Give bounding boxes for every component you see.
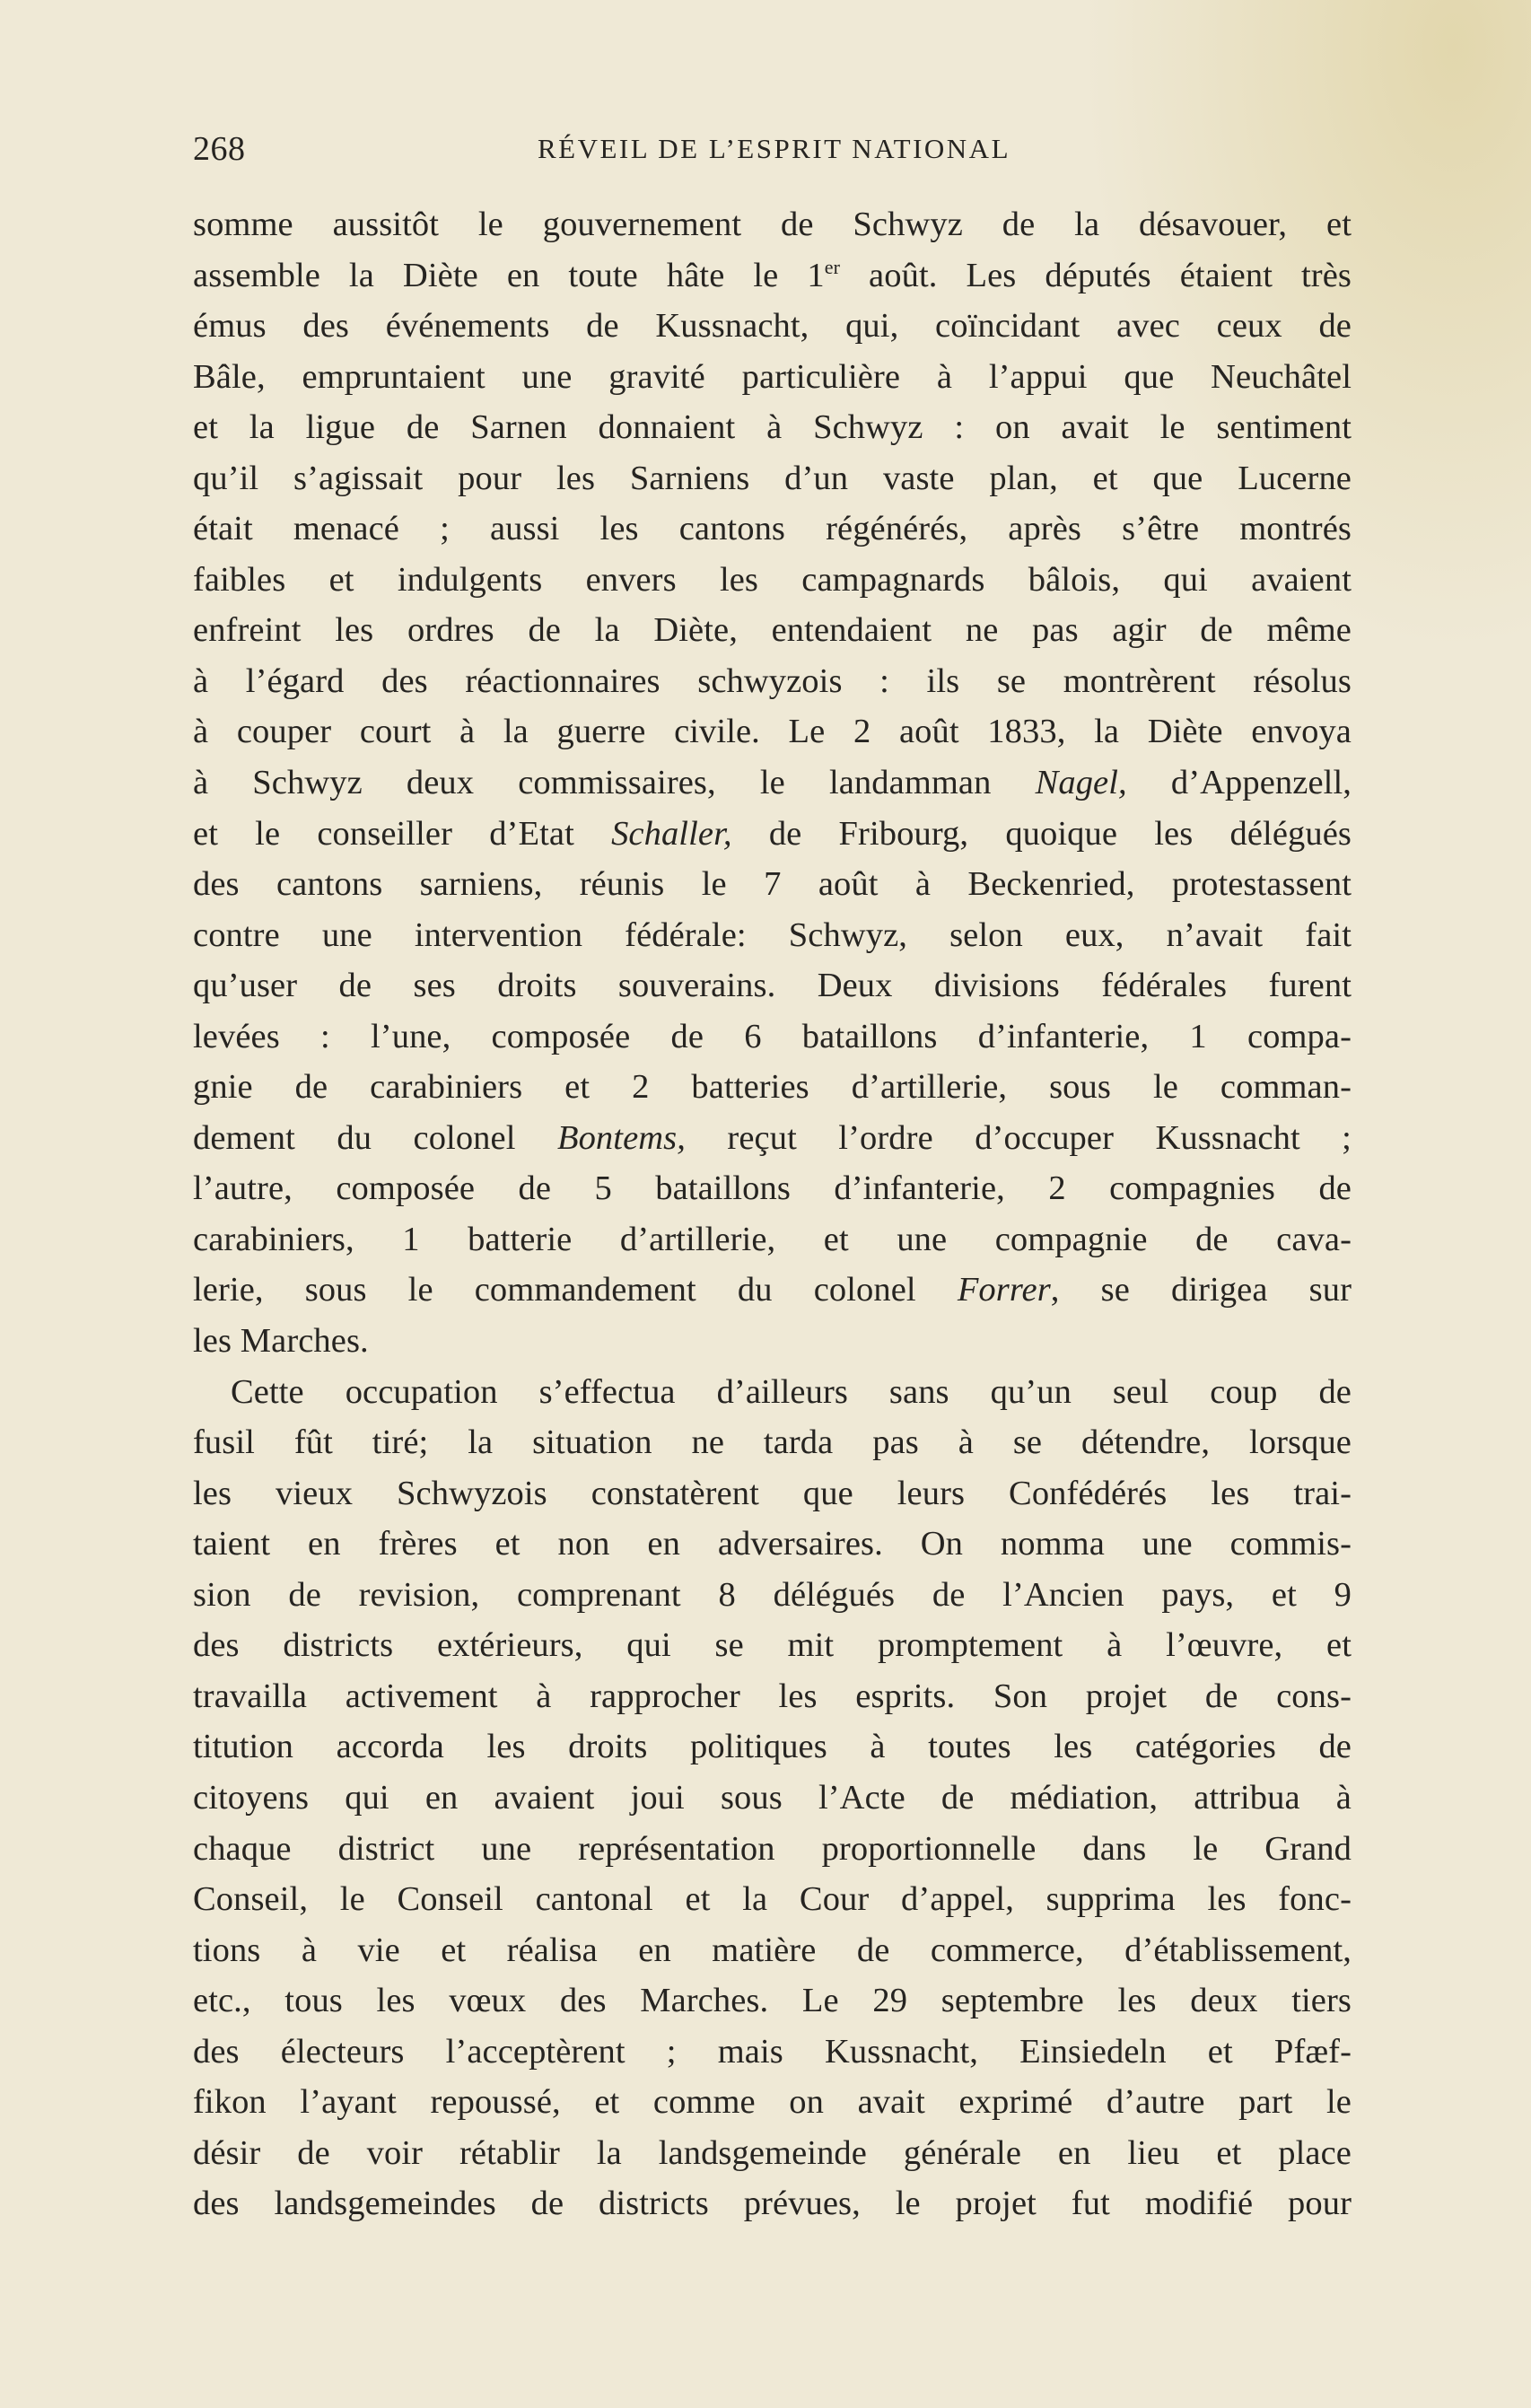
text-line: [193, 910, 1352, 961]
text-segment: des électeurs l’acceptèrent ; mais Kussnacht, Einsiedeln et Pfæf-: [193, 2032, 1352, 2071]
text-segment: d’Appenzell,: [1126, 764, 1352, 802]
text-segment: qu’user de ses droits souverains. Deux divisions fédérales furent: [193, 967, 1352, 1005]
text-segment: carabiniers, 1 batterie d’artillerie, et une compagnie de cava-: [193, 1220, 1352, 1258]
text-line: [193, 2077, 1352, 2128]
text-line: [193, 605, 1352, 656]
text-line: [193, 1011, 1352, 1063]
text-line: [193, 199, 1352, 250]
text-line: [193, 1721, 1352, 1773]
body-text: [193, 199, 1352, 2229]
text-segment: titution accorda les droits politiques à toutes les catégories de: [193, 1728, 1352, 1766]
text-segment: à l’égard des réactionnaires schwyzois : ils se montrèrent résolus: [193, 661, 1352, 700]
italic-name: Nagel,: [1035, 764, 1127, 802]
text-line: [193, 503, 1352, 555]
text-line: [193, 859, 1352, 910]
text-line: [193, 1874, 1352, 1925]
text-segment: assemble la Diète en toute hâte le 1: [193, 256, 825, 294]
text-segment: émus des événements de Kussnacht, qui, coïncidant avec ceux de: [193, 307, 1352, 346]
text-segment: somme aussitôt le gouvernement de Schwyz de la désavouer, et: [193, 206, 1352, 243]
page-header: [193, 126, 1355, 172]
text-segment: Conseil, le Conseil cantonal et la Cour d’appel, supprima les fonc-: [193, 1880, 1352, 1919]
text-segment: lerie, sous le commandement du colonel: [193, 1271, 958, 1309]
text-segment: les Marches.: [193, 1322, 369, 1361]
text-line: [193, 301, 1352, 352]
text-line: [193, 1062, 1352, 1113]
text-segment: désir de voir rétablir la landsgemeinde générale en lieu et place: [193, 2133, 1352, 2172]
text-line: [193, 1925, 1352, 1976]
text-line: [193, 250, 1352, 302]
text-segment: , se dirigea sur: [1050, 1271, 1352, 1309]
text-line: [193, 1316, 1352, 1367]
text-line: [193, 453, 1352, 504]
text-segment: l’autre, composée de 5 bataillons d’infanterie, 2 compagnies de: [193, 1169, 1352, 1208]
italic-name: Bontems,: [556, 1118, 686, 1157]
text-segment: les vieux Schwyzois constatèrent que leurs Confédérés les trai-: [193, 1474, 1352, 1512]
text-line: [193, 1265, 1352, 1316]
page-number: 268: [193, 130, 246, 168]
text-line: [193, 757, 1352, 809]
text-line: [193, 1620, 1352, 1671]
text-line: [193, 960, 1352, 1011]
text-segment: à Schwyz deux commissaires, le landamman: [193, 764, 1036, 802]
text-segment: chaque district une représentation proportionnelle dans le Grand: [193, 1829, 1352, 1868]
text-segment: travailla activement à rapprocher les esprits. Son projet de cons-: [193, 1677, 1352, 1715]
text-segment: était menacé ; aussi les cantons régénérés, après s’être montrés: [193, 510, 1352, 548]
text-segment: tions à vie et réalisa en matière de commerce, d’établissement,: [193, 1931, 1352, 1969]
text-segment: citoyens qui en avaient joui sous l’Acte de médiation, attribua à: [193, 1778, 1352, 1817]
text-segment: enfreint les ordres de la Diète, entendaient ne pas agir de même: [193, 611, 1352, 650]
text-segment: levées : l’une, composée de 6 bataillons d’infanterie, 1 compa-: [193, 1017, 1352, 1055]
text-segment: qu’il s’agissait pour les Sarniens d’un vaste plan, et que Lucerne: [193, 459, 1352, 497]
text-line: [193, 1163, 1352, 1214]
superscript: er: [824, 255, 841, 278]
text-segment: août. Les députés étaient très: [840, 256, 1352, 294]
text-line: [193, 1824, 1352, 1875]
text-line: [193, 1113, 1352, 1164]
text-line: [193, 555, 1352, 606]
text-segment: des landsgemeindes de districts prévues, le projet fut modifié pour: [193, 2185, 1352, 2223]
text-segment: des cantons sarniens, réunis le 7 août à Beckenried, protestassent: [193, 865, 1352, 904]
text-line: [193, 1417, 1352, 1468]
text-segment: et le conseiller d’Etat: [193, 814, 612, 853]
text-line: [193, 2128, 1352, 2179]
italic-name: Forrer: [957, 1271, 1051, 1309]
text-line: [193, 706, 1352, 757]
text-line: [193, 1773, 1352, 1824]
text-segment: Bâle, empruntaient une gravité particulière à l’appui que Neuchâtel: [193, 357, 1352, 396]
text-segment: sion de revision, comprenant 8 délégués de l’Ancien pays, et 9: [193, 1575, 1352, 1614]
text-segment: Cette occupation s’effectua d’ailleurs sans qu’un seul coup de: [231, 1372, 1352, 1411]
text-line: [193, 1468, 1352, 1519]
text-line: [193, 1519, 1352, 1570]
running-title: RÉVEIL DE L’ESPRIT NATIONAL: [537, 133, 1011, 164]
text-segment: de Fribourg, quoique les délégués: [731, 814, 1352, 853]
text-segment: fikon l’ayant repoussé, et comme on avait exprimé d’autre part le: [193, 2083, 1352, 2122]
italic-name: Schaller,: [611, 814, 732, 853]
text-segment: dement du colonel: [193, 1118, 557, 1157]
text-line: [193, 402, 1352, 453]
text-segment: faibles et indulgents envers les campagnards bâlois, qui avaient: [193, 560, 1352, 599]
text-segment: et la ligue de Sarnen donnaient à Schwyz : on avait le sentiment: [193, 408, 1352, 447]
text-line: [193, 809, 1352, 860]
text-segment: gnie de carabiniers et 2 batteries d’artillerie, sous le comman-: [193, 1068, 1352, 1107]
text-line: [193, 2027, 1352, 2078]
text-line: [193, 1367, 1352, 1418]
text-line: [193, 1671, 1352, 1722]
text-line: [193, 1214, 1352, 1265]
text-segment: etc., tous les vœux des Marches. Le 29 septembre les deux tiers: [193, 1982, 1352, 2020]
text-line: [193, 1975, 1352, 2027]
text-segment: taient en frères et non en adversaires. On nomma une commis-: [193, 1525, 1352, 1563]
text-segment: fusil fût tiré; la situation ne tarda pas à se détendre, lorsque: [193, 1423, 1352, 1462]
text-line: [193, 2178, 1352, 2229]
text-segment: à couper court à la guerre civile. Le 2 août 1833, la Diète envoya: [193, 713, 1352, 751]
text-segment: des districts extérieurs, qui se mit promptement à l’œuvre, et: [193, 1626, 1352, 1665]
text-segment: contre une intervention fédérale: Schwyz, selon eux, n’avait fait: [193, 915, 1352, 954]
text-segment: reçut l’ordre d’occuper Kussnacht ;: [685, 1118, 1352, 1157]
text-line: [193, 656, 1352, 707]
text-line: [193, 1570, 1352, 1621]
text-line: [193, 352, 1352, 403]
